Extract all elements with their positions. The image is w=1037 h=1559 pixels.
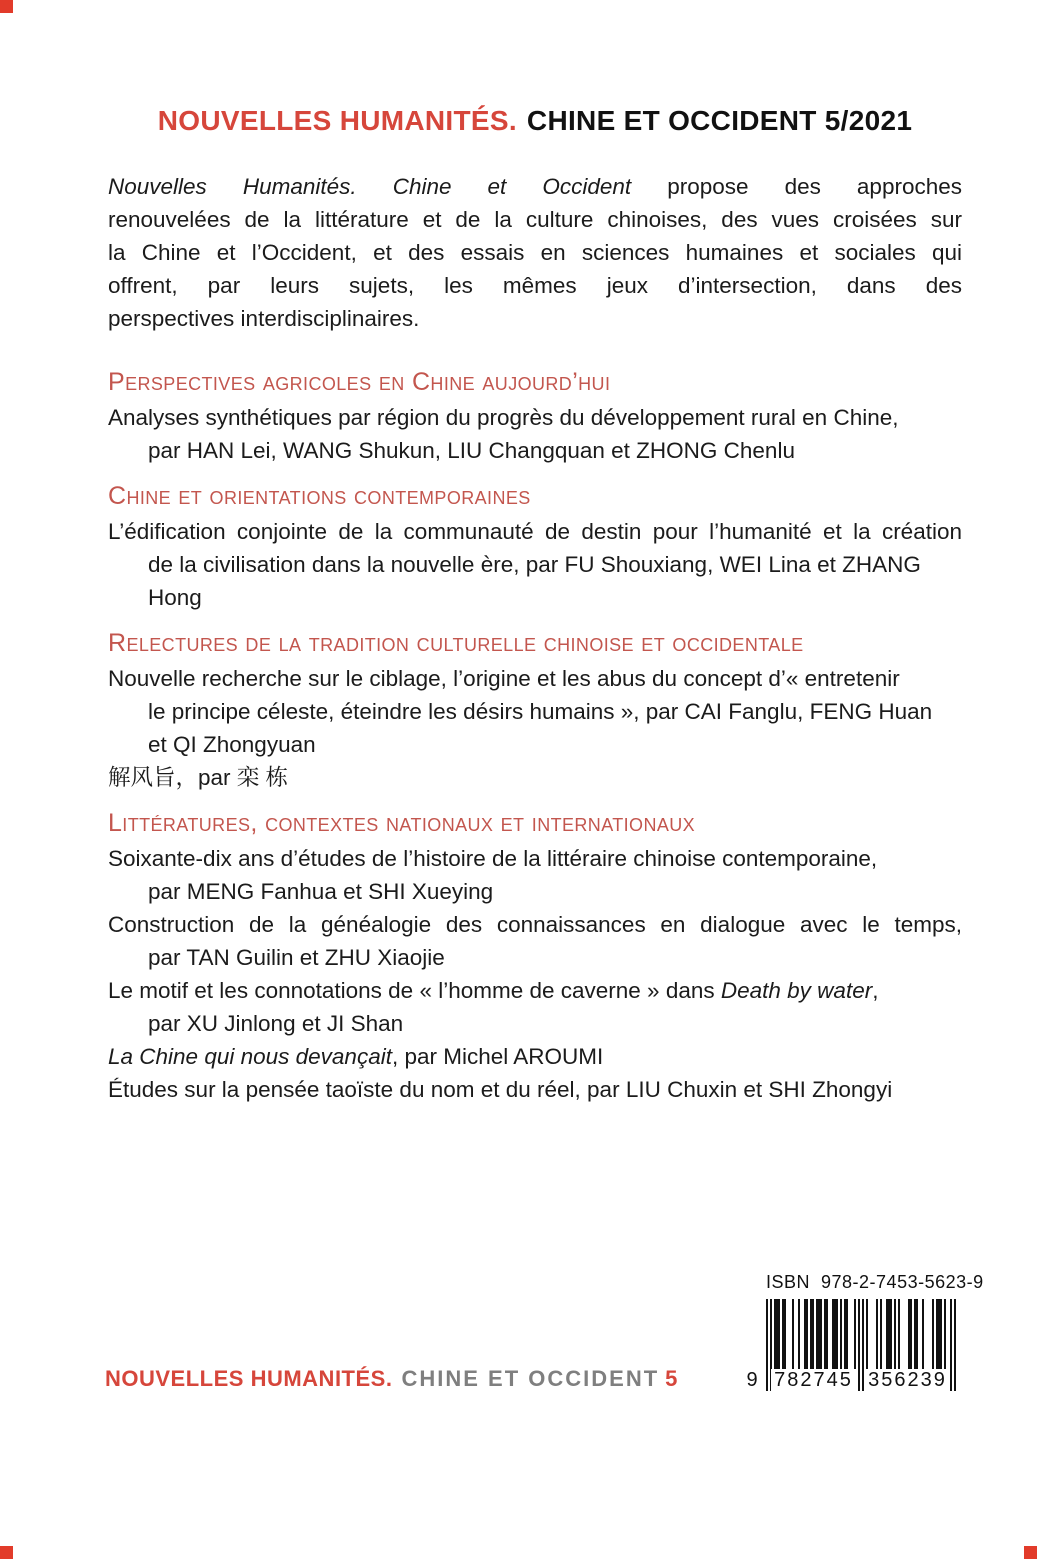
barcode-bar bbox=[910, 1299, 912, 1371]
section-title: Relectures de la tradition culturelle chinoise et occidentale bbox=[108, 629, 804, 657]
barcode-bar bbox=[858, 1299, 860, 1391]
footer-line bbox=[105, 1366, 679, 1392]
page-title-series: NOUVELLES HUMANITÉS. bbox=[157, 105, 517, 136]
text: Construction de la généalogie des connaissances en dialogue avec le temps, bbox=[108, 912, 962, 937]
barcode-bar bbox=[898, 1299, 900, 1371]
barcode-digits: 9 bbox=[742, 1369, 762, 1391]
section-title: Chine et orientations contemporaines bbox=[108, 482, 531, 510]
toc-section bbox=[108, 367, 962, 467]
text-line bbox=[108, 302, 962, 335]
barcode-bar bbox=[880, 1299, 882, 1371]
text-line bbox=[108, 974, 962, 1007]
barcode-bar bbox=[836, 1299, 838, 1371]
italic-text: La Chine qui nous devançait bbox=[108, 1044, 392, 1069]
barcode-bar bbox=[778, 1299, 780, 1371]
toc-section bbox=[108, 808, 962, 1106]
text-line bbox=[108, 842, 962, 875]
text-line bbox=[108, 203, 962, 236]
text-line bbox=[108, 941, 962, 974]
barcode-bar bbox=[866, 1299, 868, 1371]
text-line bbox=[108, 170, 962, 203]
text-line bbox=[108, 515, 962, 548]
text-line bbox=[108, 875, 962, 908]
text-line bbox=[108, 1073, 962, 1106]
barcode-bar bbox=[894, 1299, 896, 1371]
toc-section bbox=[108, 628, 962, 794]
text: propose des approches bbox=[631, 174, 962, 199]
intro-paragraph bbox=[108, 170, 962, 335]
text: par MENG Fanhua et SHI Xueying bbox=[148, 879, 494, 904]
text-line bbox=[108, 662, 962, 695]
text: L’édification conjointe de la communauté de destin pour l’humanité et la création bbox=[108, 519, 962, 544]
text: et QI Zhongyuan bbox=[148, 732, 316, 757]
text: Le motif et les connotations de « l’homme de caverne » dans bbox=[108, 978, 721, 1003]
ean13-barcode bbox=[746, 1299, 956, 1391]
text: par XU Jinlong et JI Shan bbox=[148, 1011, 404, 1036]
text: 解风旨，par 栾 栋 bbox=[108, 765, 289, 790]
barcode-bar bbox=[792, 1299, 794, 1371]
barcode-bar bbox=[846, 1299, 848, 1371]
footer-series: NOUVELLES HUMANITÉS. bbox=[105, 1366, 393, 1391]
text: Analyses synthétiques par région du progrès du développement rural en Chine, bbox=[108, 405, 899, 430]
text-line bbox=[108, 236, 962, 269]
isbn-label: ISBN 978-2-7453-5623-9 bbox=[766, 1272, 984, 1292]
text: , bbox=[872, 978, 879, 1003]
text-line bbox=[108, 761, 962, 794]
corner-mark-top-left bbox=[0, 0, 13, 13]
barcode-bar bbox=[806, 1299, 808, 1371]
barcode-bar bbox=[940, 1299, 942, 1371]
text: Soixante-dix ans d’études de l’histoire de la littéraire chinoise contemporaine, bbox=[108, 846, 878, 871]
footer-subtitle: CHINE ET OCCIDENT bbox=[401, 1366, 660, 1391]
page-title-issue: CHINE ET OCCIDENT 5/2021 bbox=[526, 105, 913, 136]
text: le principe céleste, éteindre les désirs humains », par CAI Fanglu, FENG Huan bbox=[148, 699, 933, 724]
text: la Chine et l’Occident, et des essais en sciences humaines et sociales qui bbox=[108, 240, 962, 265]
barcode-digits: 782745 bbox=[771, 1369, 856, 1391]
text: , par Michel AROUMI bbox=[391, 1044, 604, 1069]
text-line bbox=[108, 269, 962, 302]
toc-section bbox=[108, 481, 962, 614]
barcode-bar bbox=[826, 1299, 828, 1371]
text: renouvelées de la littérature et de la culture chinoises, des vues croisées sur bbox=[108, 207, 962, 232]
barcode-bar bbox=[766, 1299, 768, 1391]
cover-text-content bbox=[108, 170, 962, 1106]
barcode-bar bbox=[798, 1299, 800, 1371]
italic-text: Death by water bbox=[720, 978, 873, 1003]
barcode-bar bbox=[932, 1299, 934, 1371]
text: Études sur la pensée taoïste du nom et du réel, par LIU Chuxin et SHI Zhongyi bbox=[108, 1077, 893, 1102]
corner-mark-bottom-right bbox=[1024, 1546, 1037, 1559]
text-line bbox=[108, 1007, 962, 1040]
barcode-bar bbox=[820, 1299, 822, 1371]
text: Nouvelle recherche sur le ciblage, l’origine et les abus du concept d’« entretenir bbox=[108, 666, 900, 691]
barcode-block bbox=[740, 1272, 984, 1391]
barcode-bar bbox=[784, 1299, 786, 1371]
barcode-bar bbox=[954, 1299, 956, 1391]
text: par HAN Lei, WANG Shukun, LIU Changquan et ZHONG Chenlu bbox=[148, 438, 795, 463]
sections bbox=[108, 367, 962, 1106]
text-line bbox=[108, 548, 962, 614]
section-title: Perspectives agricoles en Chine aujourd’hui bbox=[108, 368, 611, 396]
text: de la civilisation dans la nouvelle ère, par FU Shouxiang, WEI Lina et ZHANG Hong bbox=[148, 552, 921, 610]
barcode-bar bbox=[876, 1299, 878, 1371]
barcode-bar bbox=[890, 1299, 892, 1371]
text-line bbox=[108, 434, 962, 467]
barcode-digits: 356239 bbox=[865, 1369, 950, 1391]
text-line bbox=[108, 908, 962, 941]
text: par TAN Guilin et ZHU Xiaojie bbox=[148, 945, 445, 970]
footer-issue-number: 5 bbox=[665, 1366, 680, 1391]
text-line bbox=[108, 1040, 962, 1073]
text: perspectives interdisciplinaires. bbox=[108, 306, 420, 331]
section-title: Littératures, contextes nationaux et internationaux bbox=[108, 809, 696, 837]
barcode-bar bbox=[950, 1299, 952, 1391]
text-line bbox=[108, 728, 962, 761]
page-title bbox=[108, 105, 962, 137]
italic-text: Nouvelles Humanités. Chine et Occident bbox=[108, 174, 632, 199]
barcode-bar bbox=[854, 1299, 856, 1371]
barcode-bar bbox=[840, 1299, 842, 1371]
barcode-bar bbox=[812, 1299, 814, 1371]
corner-mark-bottom-left bbox=[0, 1546, 13, 1559]
text-line bbox=[108, 401, 962, 434]
barcode-bar bbox=[944, 1299, 946, 1371]
text: offrent, par leurs sujets, les mêmes jeux d’intersection, dans des bbox=[108, 273, 962, 298]
barcode-bar bbox=[922, 1299, 924, 1371]
barcode-bar bbox=[862, 1299, 864, 1391]
text-line bbox=[108, 695, 962, 728]
barcode-bar bbox=[916, 1299, 918, 1371]
